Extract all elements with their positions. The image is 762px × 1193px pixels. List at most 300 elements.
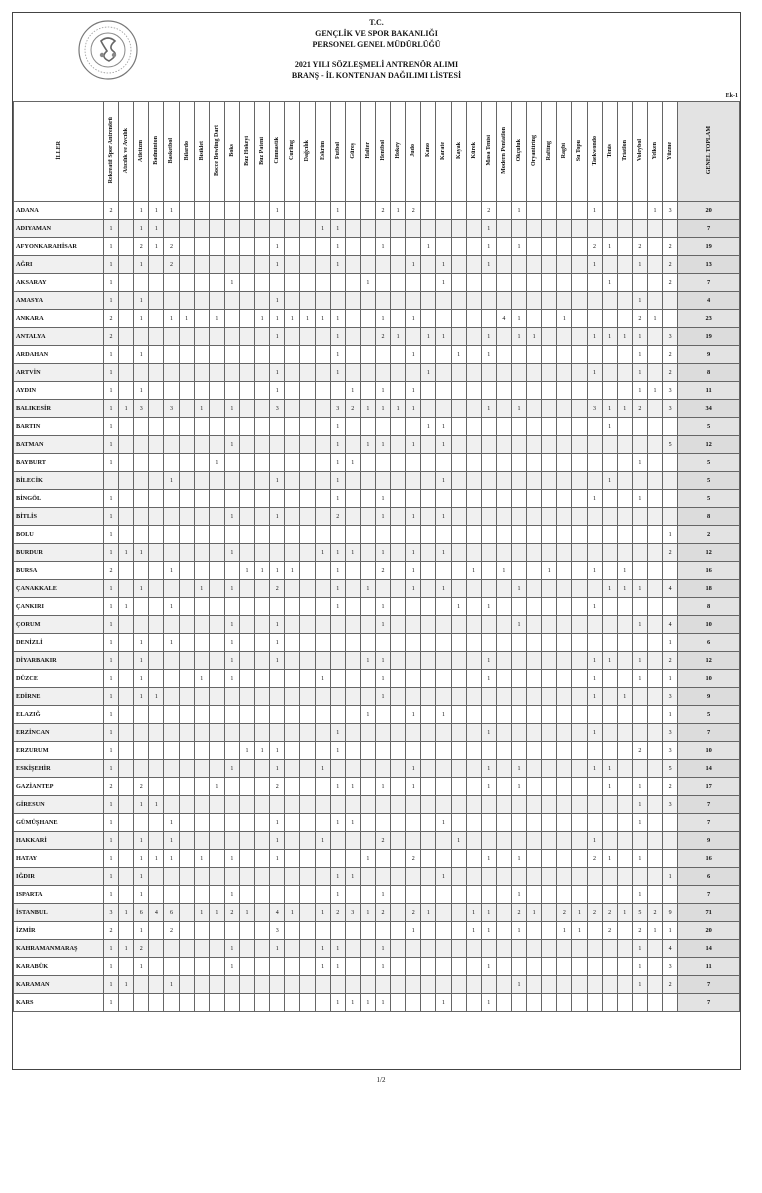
quota-cell bbox=[209, 688, 224, 706]
quota-cell: 1 bbox=[134, 886, 149, 904]
quota-cell bbox=[527, 922, 542, 940]
quota-cell: 1 bbox=[134, 580, 149, 598]
quota-cell bbox=[375, 418, 390, 436]
header-branch bbox=[104, 102, 119, 202]
quota-cell bbox=[511, 490, 526, 508]
province-name: DİYARBAKIR bbox=[14, 652, 104, 670]
quota-cell: 1 bbox=[511, 238, 526, 256]
quota-cell bbox=[194, 544, 209, 562]
header-branch-label: Kürek bbox=[470, 142, 477, 159]
quota-cell bbox=[149, 436, 164, 454]
quota-cell bbox=[647, 958, 662, 976]
quota-cell: 1 bbox=[436, 994, 451, 1012]
quota-cell bbox=[149, 382, 164, 400]
quota-cell bbox=[239, 580, 254, 598]
quota-cell bbox=[119, 616, 134, 634]
quota-cell bbox=[149, 310, 164, 328]
quota-cell bbox=[375, 976, 390, 994]
quota-cell bbox=[345, 598, 360, 616]
quota-cell bbox=[119, 580, 134, 598]
quota-cell bbox=[134, 328, 149, 346]
quota-cell: 1 bbox=[104, 706, 119, 724]
quota-cell: 1 bbox=[119, 598, 134, 616]
province-name: BOLU bbox=[14, 526, 104, 544]
quota-cell bbox=[391, 382, 406, 400]
quota-cell bbox=[209, 418, 224, 436]
quota-cell bbox=[617, 418, 632, 436]
quota-cell bbox=[496, 544, 511, 562]
quota-cell: 1 bbox=[436, 814, 451, 832]
header-branch bbox=[255, 102, 270, 202]
quota-cell bbox=[300, 328, 315, 346]
quota-cell bbox=[209, 274, 224, 292]
quota-cell bbox=[134, 616, 149, 634]
quota-cell bbox=[663, 850, 678, 868]
quota-cell bbox=[496, 454, 511, 472]
quota-cell: 1 bbox=[360, 706, 375, 724]
quota-cell bbox=[496, 832, 511, 850]
quota-cell bbox=[179, 760, 194, 778]
quota-cell: 1 bbox=[511, 886, 526, 904]
quota-cell bbox=[617, 436, 632, 454]
quota-cell: 1 bbox=[602, 580, 617, 598]
header-branch bbox=[149, 102, 164, 202]
quota-cell: 1 bbox=[587, 760, 602, 778]
quota-cell bbox=[119, 292, 134, 310]
quota-cell: 1 bbox=[647, 382, 662, 400]
title-line-6: BRANŞ - İL KONTENJAN DAĞILIMI LİSTESİ bbox=[291, 71, 462, 80]
quota-cell: 1 bbox=[104, 526, 119, 544]
quota-cell bbox=[481, 562, 496, 580]
quota-cell: 1 bbox=[104, 400, 119, 418]
quota-cell bbox=[481, 886, 496, 904]
quota-cell: 1 bbox=[300, 310, 315, 328]
quota-cell: 1 bbox=[330, 598, 345, 616]
quota-cell bbox=[572, 220, 587, 238]
quota-cell bbox=[375, 454, 390, 472]
quota-cell bbox=[572, 832, 587, 850]
quota-cell bbox=[315, 598, 330, 616]
quota-cell bbox=[436, 922, 451, 940]
quota-cell bbox=[421, 724, 436, 742]
quota-cell: 1 bbox=[104, 742, 119, 760]
quota-cell bbox=[209, 922, 224, 940]
quota-cell bbox=[406, 688, 421, 706]
quota-cell bbox=[602, 526, 617, 544]
quota-cell bbox=[255, 706, 270, 724]
quota-cell: 1 bbox=[375, 544, 390, 562]
quota-cell bbox=[149, 616, 164, 634]
quota-cell bbox=[345, 796, 360, 814]
quota-cell bbox=[330, 616, 345, 634]
quota-cell: 1 bbox=[451, 832, 466, 850]
quota-cell bbox=[406, 724, 421, 742]
header-branch bbox=[270, 102, 285, 202]
quota-cell bbox=[164, 958, 179, 976]
quota-cell: 1 bbox=[194, 580, 209, 598]
quota-cell bbox=[602, 688, 617, 706]
quota-cell: 1 bbox=[330, 364, 345, 382]
quota-cell: 1 bbox=[511, 616, 526, 634]
table-row bbox=[14, 850, 740, 868]
quota-cell bbox=[647, 364, 662, 382]
quota-cell bbox=[451, 670, 466, 688]
quota-cell bbox=[239, 832, 254, 850]
quota-cell: 1 bbox=[224, 940, 239, 958]
quota-cell bbox=[481, 634, 496, 652]
quota-cell bbox=[527, 832, 542, 850]
quota-cell bbox=[632, 544, 647, 562]
quota-cell bbox=[300, 652, 315, 670]
quota-cell bbox=[527, 526, 542, 544]
quota-cell bbox=[421, 634, 436, 652]
header-branch-label: Voleybol bbox=[636, 139, 643, 162]
table-row bbox=[14, 652, 740, 670]
quota-cell bbox=[466, 454, 481, 472]
quota-cell bbox=[587, 706, 602, 724]
quota-cell: 1 bbox=[481, 922, 496, 940]
header-branch bbox=[285, 102, 300, 202]
quota-cell: 1 bbox=[360, 274, 375, 292]
quota-cell: 1 bbox=[587, 688, 602, 706]
quota-cell bbox=[315, 850, 330, 868]
province-name: GAZİANTEP bbox=[14, 778, 104, 796]
quota-cell bbox=[360, 922, 375, 940]
quota-cell bbox=[542, 310, 557, 328]
quota-cell bbox=[224, 202, 239, 220]
quota-cell bbox=[239, 760, 254, 778]
quota-cell bbox=[647, 562, 662, 580]
quota-cell bbox=[602, 490, 617, 508]
quota-cell: 1 bbox=[451, 598, 466, 616]
quota-cell bbox=[164, 868, 179, 886]
quota-cell: 1 bbox=[632, 328, 647, 346]
quota-cell: 1 bbox=[587, 598, 602, 616]
quota-cell: 1 bbox=[391, 202, 406, 220]
quota-cell bbox=[330, 382, 345, 400]
quota-cell bbox=[451, 958, 466, 976]
quota-cell bbox=[285, 832, 300, 850]
quota-cell bbox=[602, 994, 617, 1012]
quota-cell bbox=[542, 760, 557, 778]
quota-cell bbox=[315, 742, 330, 760]
quota-cell: 1 bbox=[330, 310, 345, 328]
quota-cell bbox=[466, 508, 481, 526]
quota-cell: 1 bbox=[587, 202, 602, 220]
quota-cell bbox=[164, 292, 179, 310]
quota-cell bbox=[496, 760, 511, 778]
quota-cell: 1 bbox=[104, 436, 119, 454]
quota-cell bbox=[647, 796, 662, 814]
quota-cell bbox=[209, 598, 224, 616]
quota-cell: 1 bbox=[436, 274, 451, 292]
quota-cell bbox=[587, 310, 602, 328]
quota-cell bbox=[224, 418, 239, 436]
quota-cell bbox=[194, 220, 209, 238]
quota-cell: 1 bbox=[134, 346, 149, 364]
quota-cell bbox=[436, 310, 451, 328]
quota-cell: 1 bbox=[134, 544, 149, 562]
table-row bbox=[14, 292, 740, 310]
quota-cell bbox=[239, 976, 254, 994]
quota-cell bbox=[572, 346, 587, 364]
quota-cell bbox=[542, 976, 557, 994]
quota-cell bbox=[632, 634, 647, 652]
quota-cell: 1 bbox=[104, 958, 119, 976]
province-name: ERZURUM bbox=[14, 742, 104, 760]
quota-cell bbox=[436, 382, 451, 400]
quota-cell bbox=[511, 634, 526, 652]
quota-cell bbox=[542, 220, 557, 238]
quota-cell: 1 bbox=[330, 940, 345, 958]
quota-cell bbox=[557, 256, 572, 274]
quota-cell bbox=[194, 454, 209, 472]
quota-cell bbox=[194, 562, 209, 580]
quota-cell bbox=[647, 598, 662, 616]
quota-cell: 1 bbox=[224, 634, 239, 652]
quota-cell: 1 bbox=[104, 994, 119, 1012]
quota-cell bbox=[436, 886, 451, 904]
quota-cell bbox=[617, 220, 632, 238]
quota-cell bbox=[315, 256, 330, 274]
quota-cell: 1 bbox=[270, 382, 285, 400]
quota-cell bbox=[617, 544, 632, 562]
quota-cell bbox=[527, 508, 542, 526]
quota-cell bbox=[345, 346, 360, 364]
quota-cell bbox=[239, 868, 254, 886]
quota-cell bbox=[663, 454, 678, 472]
quota-cell: 2 bbox=[632, 742, 647, 760]
quota-cell bbox=[572, 616, 587, 634]
quota-cell bbox=[542, 796, 557, 814]
quota-cell bbox=[617, 256, 632, 274]
table-row bbox=[14, 526, 740, 544]
header-grand-total bbox=[678, 102, 740, 202]
quota-cell bbox=[179, 832, 194, 850]
header-branch-label: Futbol bbox=[334, 141, 341, 159]
quota-cell bbox=[602, 724, 617, 742]
quota-cell bbox=[119, 670, 134, 688]
quota-cell: 1 bbox=[149, 796, 164, 814]
quota-cell bbox=[134, 706, 149, 724]
header-branch bbox=[481, 102, 496, 202]
quota-cell bbox=[602, 706, 617, 724]
quota-cell bbox=[239, 328, 254, 346]
table-row bbox=[14, 760, 740, 778]
quota-cell bbox=[300, 814, 315, 832]
quota-cell bbox=[149, 328, 164, 346]
quota-cell bbox=[436, 940, 451, 958]
quota-cell bbox=[451, 508, 466, 526]
quota-cell bbox=[421, 922, 436, 940]
quota-cell: 1 bbox=[345, 814, 360, 832]
quota-cell bbox=[209, 346, 224, 364]
quota-cell bbox=[391, 364, 406, 382]
quota-cell: 1 bbox=[406, 544, 421, 562]
quota-cell: 1 bbox=[224, 652, 239, 670]
quota-cell bbox=[330, 850, 345, 868]
province-name: DENİZLİ bbox=[14, 634, 104, 652]
quota-cell bbox=[330, 922, 345, 940]
quota-cell bbox=[209, 472, 224, 490]
quota-cell: 1 bbox=[270, 814, 285, 832]
quota-cell bbox=[134, 562, 149, 580]
quota-cell bbox=[300, 562, 315, 580]
header-branch bbox=[406, 102, 421, 202]
province-name: İSTANBUL bbox=[14, 904, 104, 922]
quota-cell bbox=[466, 598, 481, 616]
quota-cell bbox=[149, 778, 164, 796]
quota-cell bbox=[194, 778, 209, 796]
quota-cell bbox=[194, 346, 209, 364]
quota-cell bbox=[557, 400, 572, 418]
quota-cell: 2 bbox=[602, 922, 617, 940]
quota-cell bbox=[194, 328, 209, 346]
quota-cell: 1 bbox=[587, 832, 602, 850]
quota-cell: 2 bbox=[375, 562, 390, 580]
quota-cell bbox=[239, 886, 254, 904]
quota-cell bbox=[285, 274, 300, 292]
quota-cell bbox=[436, 976, 451, 994]
quota-cell bbox=[481, 688, 496, 706]
quota-cell bbox=[496, 328, 511, 346]
quota-cell bbox=[647, 868, 662, 886]
quota-cell: 1 bbox=[481, 238, 496, 256]
quota-cell bbox=[451, 688, 466, 706]
quota-cell bbox=[224, 814, 239, 832]
quota-cell: 1 bbox=[119, 544, 134, 562]
quota-cell bbox=[239, 940, 254, 958]
quota-cell bbox=[255, 544, 270, 562]
quota-cell bbox=[587, 580, 602, 598]
quota-cell bbox=[451, 256, 466, 274]
quota-cell bbox=[527, 742, 542, 760]
quota-cell bbox=[300, 490, 315, 508]
quota-cell bbox=[119, 868, 134, 886]
quota-cell bbox=[255, 760, 270, 778]
quota-cell bbox=[330, 976, 345, 994]
quota-cell bbox=[557, 796, 572, 814]
quota-cell bbox=[466, 796, 481, 814]
quota-cell bbox=[632, 724, 647, 742]
quota-cell bbox=[391, 868, 406, 886]
quota-cell bbox=[602, 382, 617, 400]
quota-cell bbox=[421, 688, 436, 706]
quota-cell bbox=[179, 922, 194, 940]
quota-cell bbox=[149, 724, 164, 742]
quota-cell bbox=[209, 634, 224, 652]
quota-cell bbox=[466, 832, 481, 850]
quota-cell bbox=[315, 976, 330, 994]
quota-cell bbox=[300, 886, 315, 904]
quota-cell bbox=[587, 346, 602, 364]
quota-cell: 1 bbox=[406, 562, 421, 580]
quota-cell: 2 bbox=[270, 778, 285, 796]
quota-cell bbox=[617, 778, 632, 796]
header-branch-label: Atletizm bbox=[138, 139, 145, 162]
quota-cell bbox=[466, 256, 481, 274]
quota-cell bbox=[557, 328, 572, 346]
quota-cell bbox=[164, 688, 179, 706]
province-name: ADIYAMAN bbox=[14, 220, 104, 238]
quota-cell bbox=[119, 418, 134, 436]
quota-cell: 1 bbox=[104, 364, 119, 382]
quota-cell bbox=[255, 634, 270, 652]
quota-cell bbox=[451, 652, 466, 670]
quota-cell bbox=[285, 238, 300, 256]
quota-cell bbox=[209, 652, 224, 670]
quota-cell bbox=[602, 976, 617, 994]
quota-cell: 1 bbox=[511, 202, 526, 220]
quota-cell bbox=[330, 688, 345, 706]
quota-cell: 1 bbox=[632, 292, 647, 310]
quota-cell: 1 bbox=[239, 904, 254, 922]
quota-cell bbox=[285, 958, 300, 976]
quota-cell: 1 bbox=[270, 292, 285, 310]
quota-cell: 1 bbox=[511, 328, 526, 346]
quota-cell: 1 bbox=[224, 400, 239, 418]
quota-cell bbox=[527, 724, 542, 742]
quota-cell: 1 bbox=[194, 670, 209, 688]
quota-cell bbox=[330, 634, 345, 652]
quota-cell bbox=[617, 760, 632, 778]
quota-cell bbox=[391, 310, 406, 328]
quota-cell: 1 bbox=[375, 310, 390, 328]
quota-cell bbox=[164, 886, 179, 904]
quota-cell bbox=[451, 418, 466, 436]
quota-cell: 1 bbox=[406, 706, 421, 724]
quota-cell bbox=[300, 724, 315, 742]
quota-cell bbox=[119, 994, 134, 1012]
quota-cell bbox=[587, 634, 602, 652]
quota-cell: 2 bbox=[663, 274, 678, 292]
quota-cell: 1 bbox=[164, 976, 179, 994]
quota-cell bbox=[466, 310, 481, 328]
quota-cell bbox=[617, 238, 632, 256]
quota-cell bbox=[209, 940, 224, 958]
quota-cell bbox=[527, 472, 542, 490]
quota-cell bbox=[179, 868, 194, 886]
header-branch-label: Buz Pateni bbox=[259, 136, 266, 165]
quota-cell bbox=[285, 814, 300, 832]
quota-cell bbox=[391, 958, 406, 976]
table-row bbox=[14, 562, 740, 580]
header-branch bbox=[663, 102, 678, 202]
quota-cell bbox=[149, 580, 164, 598]
quota-cell bbox=[179, 994, 194, 1012]
quota-cell bbox=[496, 742, 511, 760]
quota-cell: 1 bbox=[270, 850, 285, 868]
quota-cell bbox=[360, 256, 375, 274]
quota-cell bbox=[164, 382, 179, 400]
quota-cell: 1 bbox=[330, 742, 345, 760]
quota-cell bbox=[406, 670, 421, 688]
quota-cell bbox=[466, 616, 481, 634]
table-row bbox=[14, 400, 740, 418]
quota-cell: 1 bbox=[104, 580, 119, 598]
quota-cell bbox=[511, 220, 526, 238]
quota-cell bbox=[557, 454, 572, 472]
quota-cell bbox=[104, 472, 119, 490]
quota-cell bbox=[255, 688, 270, 706]
quota-cell bbox=[285, 436, 300, 454]
quota-cell bbox=[134, 994, 149, 1012]
quota-cell bbox=[391, 634, 406, 652]
quota-cell bbox=[466, 652, 481, 670]
quota-cell bbox=[647, 634, 662, 652]
quota-cell: 1 bbox=[330, 454, 345, 472]
quota-cell: 1 bbox=[255, 310, 270, 328]
